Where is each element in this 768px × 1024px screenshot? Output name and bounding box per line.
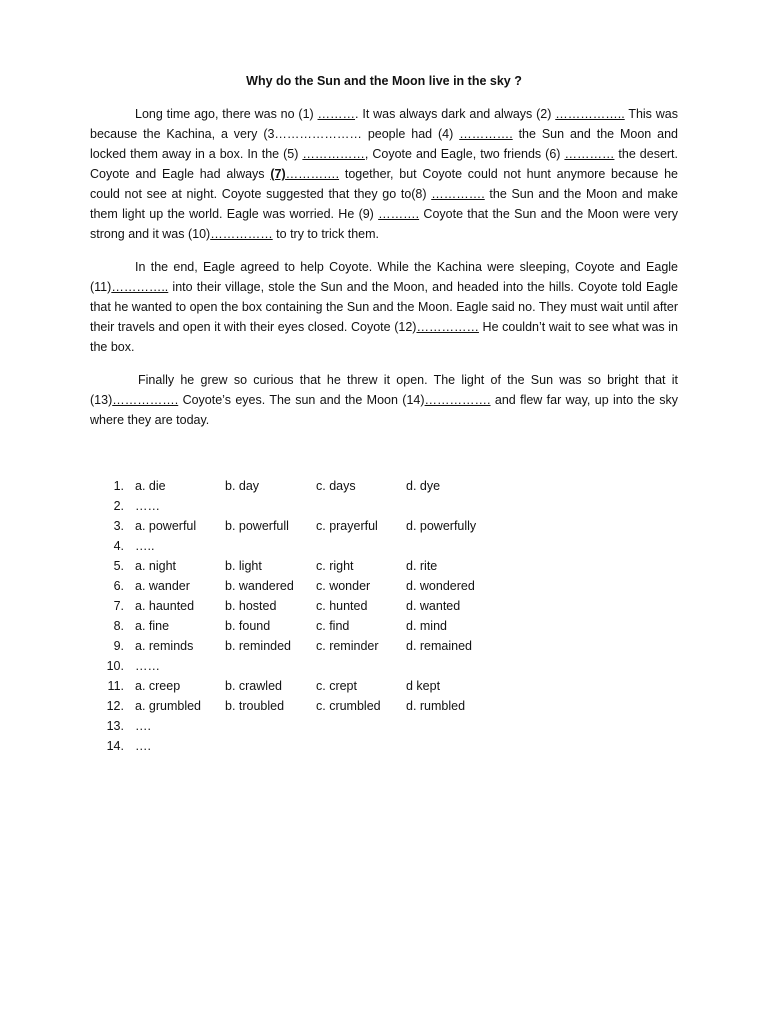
option-number: 4. <box>113 539 124 553</box>
option-c: c. crumbled <box>316 699 381 713</box>
paragraph-2 <box>90 257 678 357</box>
paragraph-3 <box>90 370 678 430</box>
text: This was because the Kachina, a very (3………………… <box>90 107 678 141</box>
blank-7: …………. <box>285 167 340 181</box>
option-d: d. dye <box>406 479 441 493</box>
option-d: d. wondered <box>406 579 475 593</box>
option-d: d. rite <box>406 559 438 573</box>
option-b: b. wandered <box>225 579 294 593</box>
option-a: …… <box>135 659 160 673</box>
blank-13: ……………. <box>112 393 179 407</box>
option-b: b. found <box>225 619 271 633</box>
text: In the end, Eagle agreed to help Coyote. While the Kachina were sleeping, Coyote and Eagle (11) <box>90 260 678 294</box>
option-number: 2. <box>113 499 124 513</box>
option-number: 7. <box>113 599 124 613</box>
option-number: 3. <box>113 519 124 533</box>
option-c: c. reminder <box>316 639 379 653</box>
option-c: c. right <box>316 559 354 573</box>
text: the Sun and the Moon and locked them away in a box. In the (5) <box>90 127 679 161</box>
option-c: c. find <box>316 619 350 633</box>
option-a: …. <box>135 719 151 733</box>
option-d: d. powerfully <box>406 519 477 533</box>
option-b: b. day <box>225 479 260 493</box>
option-number: 5. <box>113 559 124 573</box>
option-number: 10. <box>106 659 124 673</box>
option-number: 11. <box>107 679 124 693</box>
text: Long time ago, there was no (1) <box>135 107 318 121</box>
option-a: a. haunted <box>135 599 195 613</box>
blank-1: ……… <box>317 107 356 121</box>
text: the Sun and the Moon and make them light up the world. Eagle was worried. He (9) <box>90 187 678 221</box>
text: and flew far way, up into the sky where they are today. <box>90 393 678 427</box>
option-c: c. wonder <box>316 579 371 593</box>
option-c: c. crept <box>316 679 357 693</box>
text: to try to trick them. <box>272 227 379 241</box>
option-b: b. crawled <box>225 679 282 693</box>
option-b: b. powerfull <box>225 519 289 533</box>
option-a: a. night <box>135 559 177 573</box>
text: the desert. Coyote and Eagle had always <box>90 147 679 181</box>
option-b: b. reminded <box>225 639 292 653</box>
option-number: 14. <box>106 739 124 753</box>
text: Finally he grew so curious that he threw it open. The light of the Sun was so bright that it (13) <box>90 373 678 407</box>
option-a: a. wander <box>135 579 190 593</box>
option-number: 12. <box>106 699 124 713</box>
blank-12: …………… <box>416 320 479 334</box>
option-d: d kept <box>406 679 441 693</box>
text: . It was always dark and always (2) <box>355 107 556 121</box>
blank-5: …………… <box>302 147 365 161</box>
text: Coyote’s eyes. The sun and the Moon (14) <box>178 393 425 407</box>
option-c: c. hunted <box>316 599 368 613</box>
text: , Coyote and Eagle, two friends (6) <box>364 147 565 161</box>
option-d: d. rumbled <box>406 699 466 713</box>
blank-4: …………. <box>459 127 513 141</box>
blank-14: ……………. <box>424 393 491 407</box>
blank-8: …………. <box>431 187 485 201</box>
option-d: d. wanted <box>406 599 461 613</box>
blank-2: …………….. <box>555 107 625 121</box>
text: Coyote that the Sun and the Moon were very strong and it was (10) <box>90 207 678 241</box>
option-a: a. reminds <box>135 639 194 653</box>
blank-6: ………… <box>564 147 615 161</box>
option-c: c. days <box>316 479 356 493</box>
option-number: 13. <box>106 719 124 733</box>
option-b: b. troubled <box>225 699 285 713</box>
option-number: 8. <box>113 619 124 633</box>
option-number: 1. <box>113 479 124 493</box>
option-d: d. remained <box>406 639 473 653</box>
text: people had (4) <box>361 127 460 141</box>
option-a: a. creep <box>135 679 181 693</box>
option-a: ….. <box>135 539 155 553</box>
option-number: 9. <box>113 639 124 653</box>
option-a: …… <box>135 499 160 513</box>
blank-9: ………. <box>378 207 420 221</box>
option-a: a. die <box>135 479 166 493</box>
blank-11: ………….. <box>111 280 169 294</box>
page-title: Why do the Sun and the Moon live in the sky ? <box>246 74 522 88</box>
option-a: a. fine <box>135 619 170 633</box>
option-a: a. grumbled <box>135 699 202 713</box>
option-c: c. prayerful <box>316 519 378 533</box>
option-b: b. light <box>225 559 262 573</box>
option-d: d. mind <box>406 619 447 633</box>
blank-10: …………… <box>210 227 273 241</box>
option-number: 6. <box>113 579 124 593</box>
option-b: b. hosted <box>225 599 277 613</box>
option-a: …. <box>135 739 151 753</box>
text: He couldn’t wait to see what was in the box. <box>90 320 678 354</box>
text: into their village, stole the Sun and the Moon, and headed into the hills. Coyote told Eagle that he wanted to open the box containing the Sun and the Moon. Eagle said no. They must wait until after their travels and open it with their eyes closed. Coyote (12) <box>90 280 678 334</box>
option-a: a. powerful <box>135 519 197 533</box>
paragraph-1 <box>90 104 678 244</box>
blank-7-label: (7) <box>270 167 286 181</box>
text: together, but Coyote could not hunt anymore because he could not see at night. Coyote suggested that they go to(8) <box>90 167 678 201</box>
